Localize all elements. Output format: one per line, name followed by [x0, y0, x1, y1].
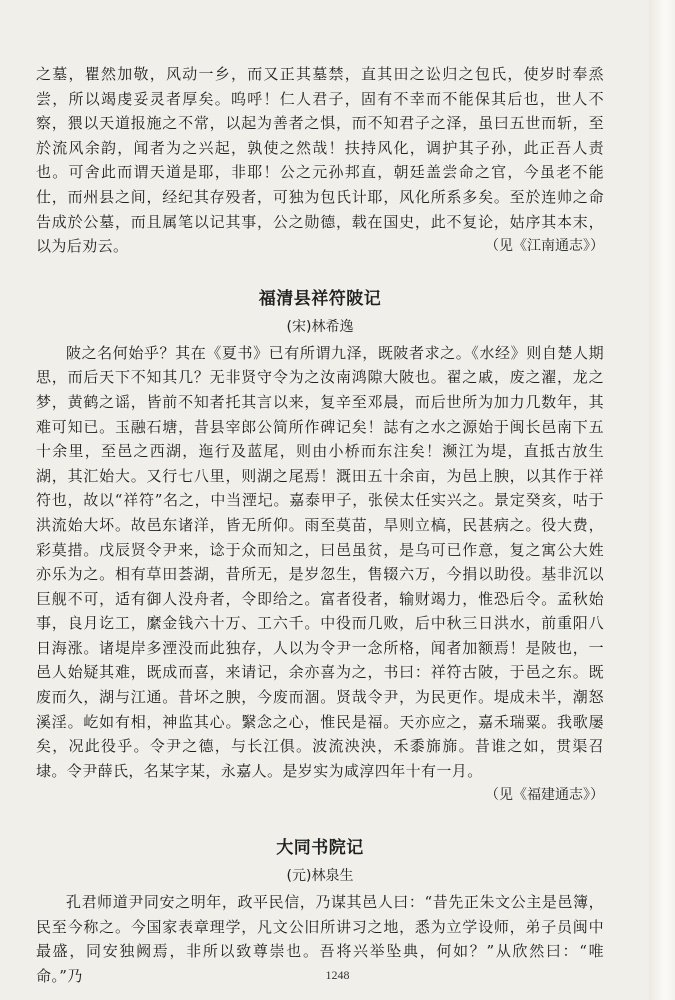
page-body	[36, 62, 604, 988]
source-citation: （见《福建通志》）	[485, 787, 604, 804]
section-gap	[36, 808, 604, 822]
article-author: (宋)林希逸	[286, 318, 354, 335]
page-number: 1248	[325, 968, 350, 982]
article-title: 大同书院记	[276, 838, 364, 859]
article-author: (元)林泉生	[286, 868, 354, 885]
body-paragraph: 之墓，瞿然加敬，风动一乡，而又正其墓禁，直其田之讼归之包氏，使岁时奉烝尝，所以竭虔妥灵者厚矣。呜呼！仁人君子，固有不幸而不能保其后也，世人不察，猥以天道报施之不常，以起为善者之惧，而不知君子之泽，虽曰五世而斩，至於流风余韵，闻者为之兴起，孰使之然哉！扶持风化，调护其子孙，此正吾人责也。可舍此而谓天道是耶，非耶！公之元孙邦直，朝廷盖尝命之官，今虽老不能仕，而州县之间，经纪其存殁者，可独为包氏计耶，风化所系多矣。至於连帅之命告成於公墓，而且属笔以记其事，公之勋德，载在国史，此不复论，姑序其本末，以为后劝云。	[36, 65, 604, 256]
article-title: 福清县祥符陂记	[258, 288, 382, 309]
page-edge	[649, 0, 675, 1000]
body-paragraph: 陂之名何始乎？其在《夏书》已有所谓九泽，既陂者求之。《水经》则自楚人期思，而后天下不知其几？无非贤守令为之汝南鸿隙大陂也。翟之戚，废之濯，龙之梦，黄鹤之谣，皆前不知者托其言以来，复辛至邓晨，而后世所为加力几数年，其难可知已。玉融石塘，昔县宰郎公简所作碑记矣！誌有之水之源始于闽长邑南下五十余里，至邑之西湖，迤行及蓝尾，则由小桥而东注矣！濒江为堤，直抵古放生湖，其汇始大。又行七八里，则湖之尾焉！溉田五十余亩，为邑上腴，以其作于祥符也，故以“祥符”名之，中当湮圮。嘉泰甲子，张侯太任实兴之。景定癸亥，咕于洪流始大坏。故邑东诸洋，皆无所仰。雨至莫苗，旱则立槁，民甚病之。役大费，彩莫措。戊辰贤令尹来，谂于众而知之，曰邑虽贫，是乌可已作意，复之寓公大姓亦乐为之。相有草田荟湖，昔所无，是岁忽生，售辍六万，今捐以助役。基非沉以巨舰不可，适有御人没舟者，令即给之。富者役者，输财竭力，惟恐后令。孟秋始事，良月讫工，縻金钱六十万、工六千。中役而几败，后中秋三日洪水，前重阳八日海涨。诸堤岸多湮没而此独存，人以为令尹一念所格，闻者加额焉！是陂也，一邑人始疑其难，既成而喜，来请记，余亦喜为之，书曰：祥符古陂，于邑之东。既废而久，湖与江通。昔坏之腴，今废而涸。贤哉令尹，为民更作。堤成未半，潮怒溪淫。屹如有相，神监其心。繄念之心，惟民是福。天亦应之，嘉禾瑞粟。我歌屡矣，况此役乎。令尹之德，与长江俱。波流泱泱，禾黍旆旆。昔谁之如，贯渠召埭。令尹薛氏，名某字某，永嘉人。是岁实为咸淳四年十有一月。	[36, 343, 604, 780]
body-paragraph: 孔君师道尹同安之明年，政平民信，乃谋其邑人曰：“昔先正朱文公主是邑簿，民至今称之。今国家表章理学，凡文公旧所讲习之地，悉为立学设师，弟子员闽中最盛，同安独阙焉，非所以致尊崇也。吾将兴举坠典，何如？”从欣然曰：“唯命。”乃	[36, 893, 604, 985]
section-gap	[36, 259, 604, 273]
source-citation: （见《江南通志》）	[485, 238, 604, 255]
